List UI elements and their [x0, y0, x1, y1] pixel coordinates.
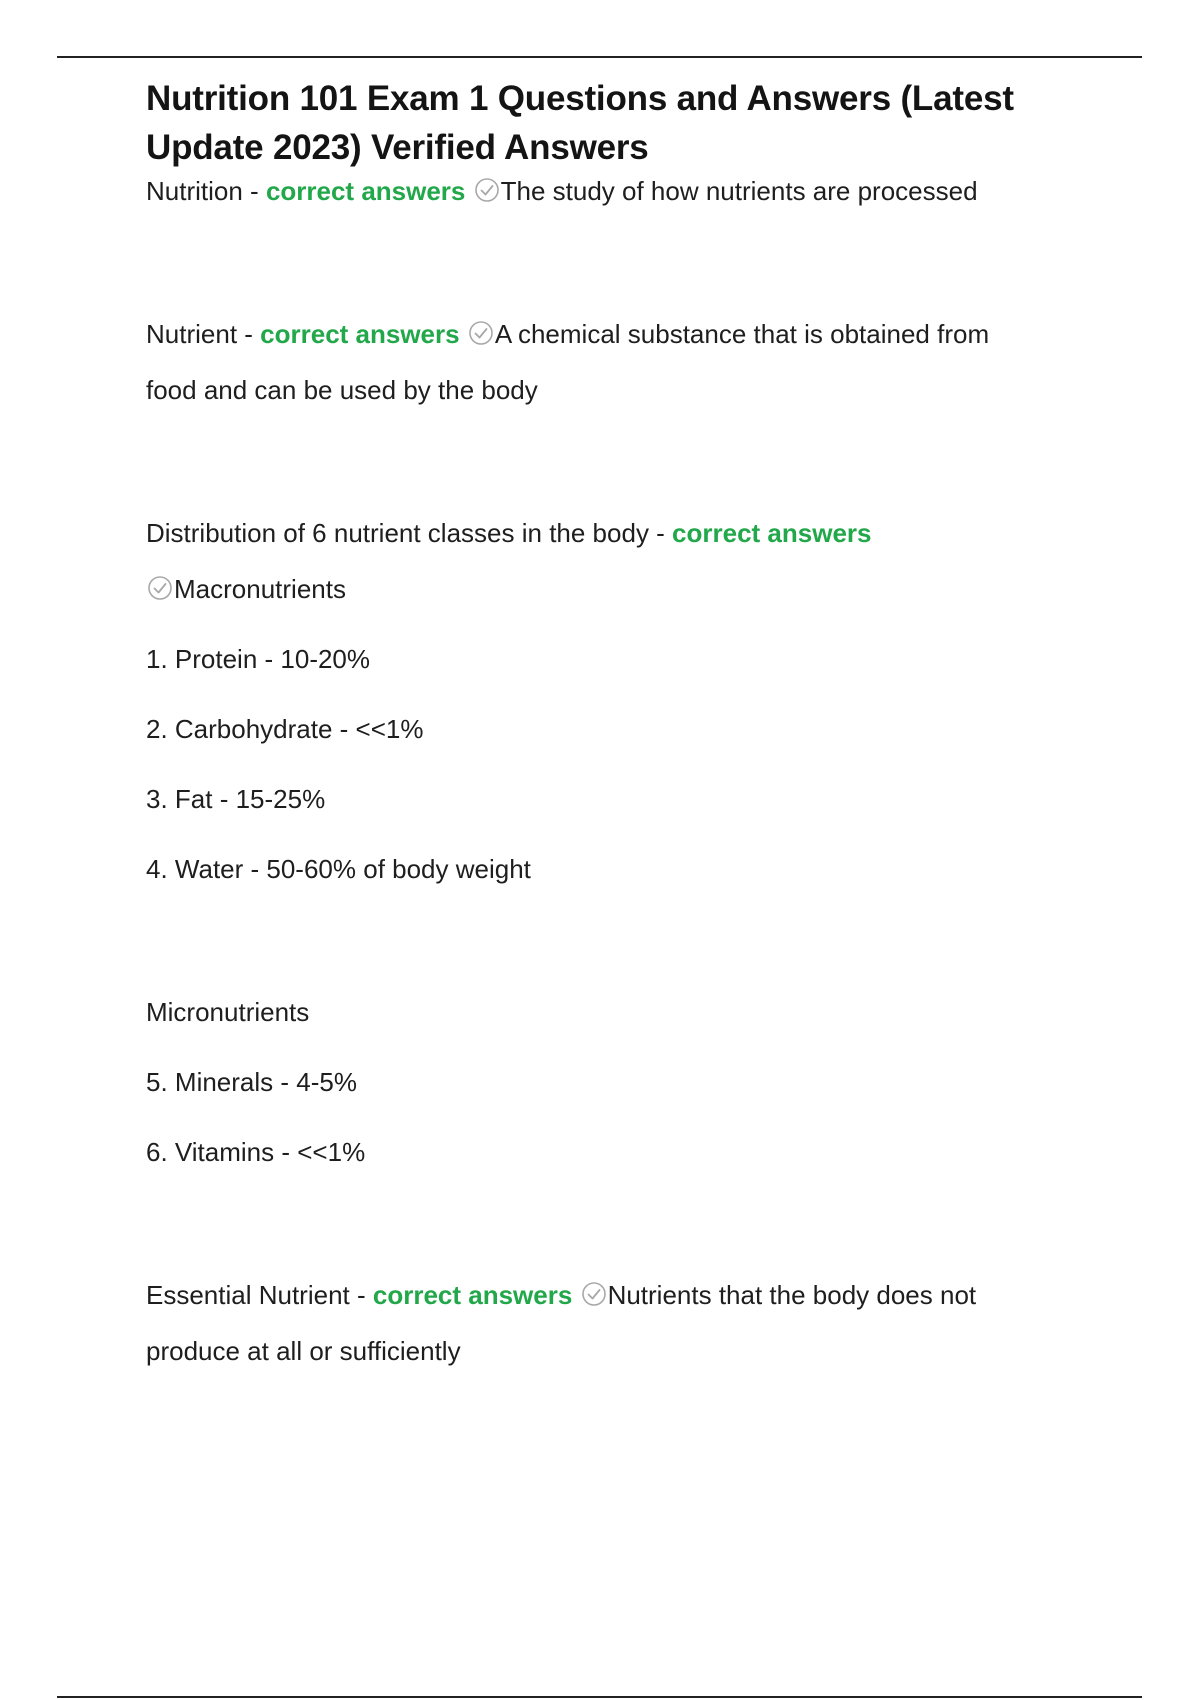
list-item: 2. Carbohydrate - <<1% [146, 714, 424, 744]
term-label: Essential Nutrient [146, 1280, 350, 1310]
list-item: 4. Water - 50-60% of body weight [146, 854, 531, 884]
separator: - [242, 176, 266, 206]
top-rule [57, 56, 1142, 58]
answer-continuation: produce at all or sufficiently [146, 1336, 461, 1366]
term-label: Nutrition [146, 176, 243, 206]
term-label: Distribution of 6 nutrient classes in the body [146, 518, 649, 548]
correct-answers-label: correct answers [260, 319, 460, 349]
qa-nutrient [146, 306, 1076, 362]
answer-text: The study of how nutrients are processed [500, 176, 978, 206]
macronutrients-heading [146, 561, 1076, 617]
answer-text: A chemical substance that is obtained from [494, 319, 990, 349]
separator: - [349, 1280, 373, 1310]
term-label: Nutrient [146, 319, 238, 349]
check-circle-icon [468, 320, 494, 346]
document-content [146, 74, 1076, 1379]
bottom-rule [57, 1696, 1142, 1698]
qa-nutrition [146, 163, 1076, 219]
separator: - [237, 319, 261, 349]
list-item: 1. Protein - 10-20% [146, 644, 371, 674]
qa-distribution [146, 505, 1076, 561]
micronutrients-heading: Micronutrients [146, 997, 310, 1027]
answer-text: Nutrients that the body does not [607, 1280, 977, 1310]
list-item: 5. Minerals - 4-5% [146, 1067, 357, 1097]
qa-essential-nutrient [146, 1267, 1076, 1323]
correct-answers-label: correct answers [265, 176, 466, 206]
macro-heading-text: Macronutrients [174, 574, 346, 604]
correct-answers-label: correct answers [672, 518, 872, 548]
list-item: 6. Vitamins - <<1% [146, 1137, 366, 1167]
separator: - [648, 518, 673, 548]
check-circle-icon [474, 177, 500, 203]
page-title: Nutrition 101 Exam 1 Questions and Answers (Latest Update 2023) Verified Answers [146, 79, 1014, 167]
check-circle-icon [581, 1281, 607, 1307]
check-circle-icon [147, 575, 173, 601]
list-item: 3. Fat - 15-25% [146, 784, 326, 814]
correct-answers-label: correct answers [372, 1280, 573, 1310]
answer-continuation: food and can be used by the body [146, 375, 538, 405]
